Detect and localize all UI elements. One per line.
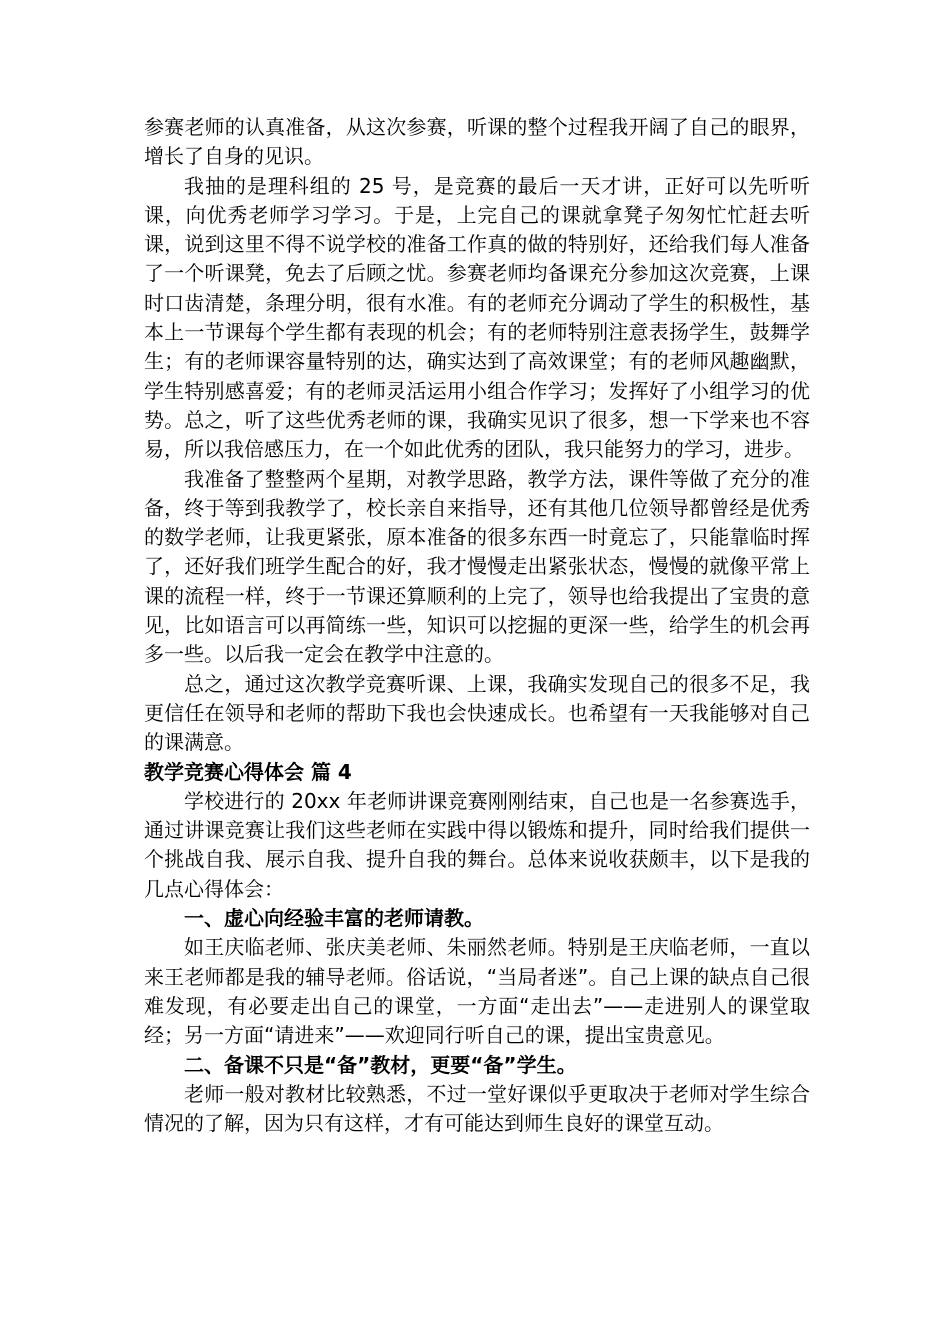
section-title: 教学竞赛心得体会 篇 4	[144, 759, 352, 784]
paragraph: 学校进行的 20xx 年老师讲课竞赛刚刚结束，自己也是一名参赛选手，通过讲课竞赛让我们这些老师在实践中得以锻炼和提升，同时给我们提供一个挑战自我、展示自我、提升自我的舞台。总体来说收获颇丰，以下是我的几点心得体会：	[144, 788, 810, 901]
point-1-text: 如王庆临老师、张庆美老师、朱丽然老师。特别是王庆临老师，一直以来王老师都是我的辅导老师。俗话说，“当局者迷”。自己上课的缺点自己很难发现，有必要走出自己的课堂，一方面“走出去”——走进别人的课堂取经；另一方面“请进来”——欢迎同行听自己的课，提出宝贵意见。	[144, 935, 810, 1048]
paragraph: 我准备了整整两个星期，对教学思路，教学方法，课件等做了充分的准备，终于等到我教学了，校长亲自来指导，还有其他几位领导都曾经是优秀的数学老师，让我更紧张，原本准备的很多东西一时竟忘了，只能靠临时挥了，还好我们班学生配合的好，我才慢慢走出紧张状态，慢慢的就像平常上课的流程一样，终于一节课还算顺利的上完了，领导也给我提出了宝贵的意见，比如语言可以再简练一些，知识可以挖掘的更深一些，给学生的机会再多一些。以后我一定会在教学中注意的。	[144, 466, 810, 667]
document-page	[144, 113, 810, 1138]
point-2-text: 老师一般对教材比较熟悉，不过一堂好课似乎更取决于老师对学生综合情况的了解，因为只有这样，才有可能达到师生良好的课堂互动。	[144, 1081, 810, 1136]
point-2-title: 二、备课不只是“备”教材，更要“备”学生。	[184, 1052, 577, 1077]
paragraph: 总之，通过这次教学竞赛听课、上课，我确实发现自己的很多不足，我更信任在领导和老师的帮助下我也会快速成长。也希望有一天我能够对自己的课满意。	[144, 671, 810, 755]
paragraph: 我抽的是理科组的 25 号，是竞赛的最后一天才讲，正好可以先听听课，向优秀老师学习学习。于是，上完自己的课就拿凳子匆匆忙忙赶去听课，说到这里不得不说学校的准备工作真的做的特别好，还给我们每人准备了一个听课凳，免去了后顾之忧。参赛老师均备课充分参加这次竞赛，上课时口齿清楚，条理分明，很有水准。有的老师充分调动了学生的积极性，基本上一节课每个学生都有表现的机会；有的老师特别注意表扬学生，鼓舞学生；有的老师课容量特别的达，确实达到了高效课堂；有的老师风趣幽默，学生特别感喜爱；有的老师灵活运用小组合作学习；发挥好了小组学习的优势。总之，听了这些优秀老师的课，我确实见识了很多，想一下学来也不容易，所以我倍感压力，在一个如此优秀的团队，我只能努力的学习，进步。	[144, 173, 810, 462]
point-1-title: 一、虚心向经验丰富的老师请教。	[184, 906, 484, 931]
paragraph: 参赛老师的认真准备，从这次参赛，听课的整个过程我开阔了自己的眼界，增长了自身的见识。	[144, 115, 810, 169]
